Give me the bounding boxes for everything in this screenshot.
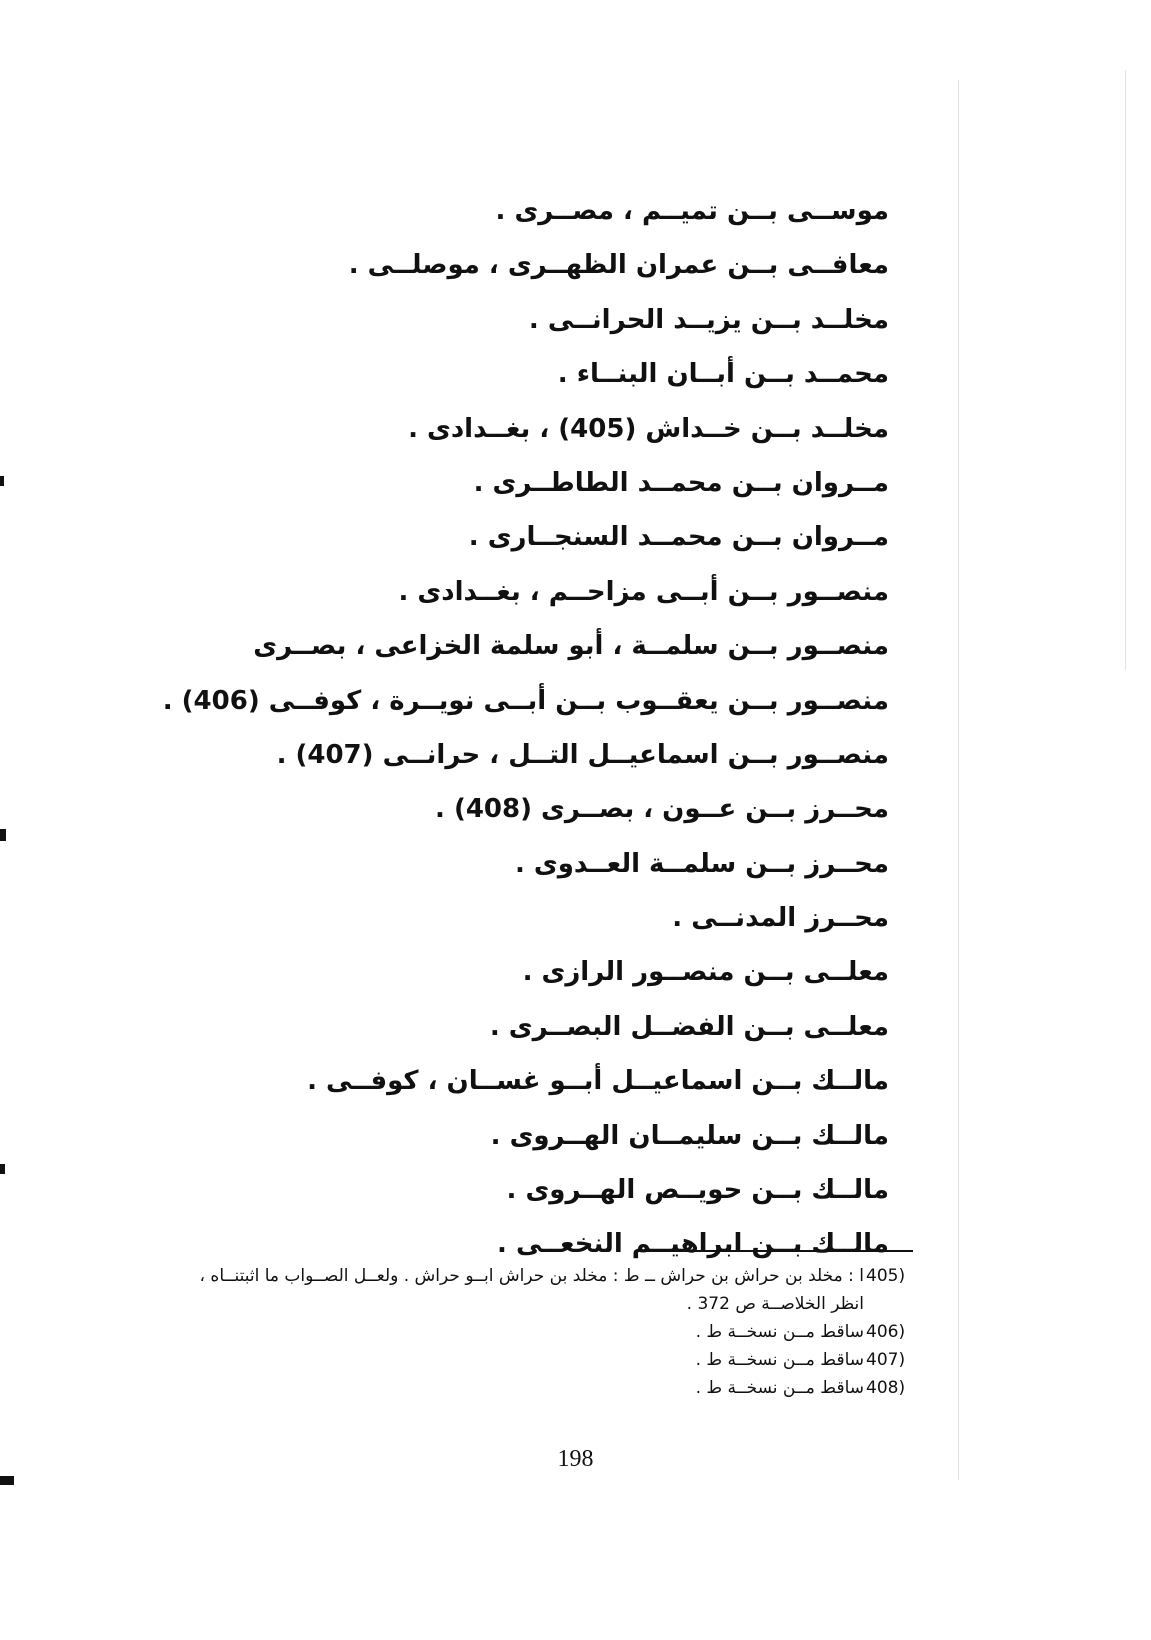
footnote-number: 408): [866, 1378, 906, 1398]
scan-edge-mark: [0, 829, 6, 841]
scan-edge-mark: [0, 476, 4, 486]
list-item: مالــك بــن سليمــان الهــروى .: [490, 1120, 889, 1151]
footnotes: [196, 1262, 936, 1402]
list-item: معلــى بــن الفضــل البصــرى .: [489, 1011, 889, 1042]
list-item: مالــك بــن حويــص الهــروى .: [506, 1175, 889, 1206]
footnote-text: ا : مخلد بن حراش بن حراش ــ ط : مخلد بن حراش ابــو حراش . ولعــل الصــواب ما اثبتنــاه ، انظر الخلاصــة ص 372 .: [199, 1266, 864, 1314]
footnote-separator: [637, 1250, 913, 1252]
footnote: [196, 1318, 936, 1346]
footnote: [196, 1374, 936, 1402]
page-number: 198: [557, 1446, 594, 1472]
list-item: محــرز بــن عــون ، بصــرى (408) .: [435, 794, 889, 825]
scan-edge-mark: [0, 1164, 5, 1174]
scan-edge-mark: [0, 1476, 14, 1485]
footnote-text: ساقط مــن نسخــة ط .: [695, 1350, 864, 1370]
scan-artifact-line: [958, 80, 959, 1480]
list-item: مالــك بــن اسماعيــل أبــو غســان ، كوفــى .: [307, 1066, 889, 1097]
list-item: مــروان بــن محمــد السنجــارى .: [468, 522, 889, 553]
list-item: منصــور بــن اسماعيــل التــل ، حرانــى (407) .: [276, 739, 889, 770]
footnote-text: ساقط مــن نسخــة ط .: [695, 1322, 864, 1342]
list-item: معافــى بــن عمران الظهــرى ، موصلــى .: [348, 250, 889, 281]
footnote-number: 406): [866, 1322, 906, 1342]
list-item: محمــد بــن أبــان البنــاء .: [557, 359, 889, 390]
list-item: منصــور بــن سلمــة ، أبو سلمة الخزاعى ، بصــرى: [253, 631, 889, 662]
footnote: [196, 1262, 936, 1318]
footnote-text: ساقط مــن نسخــة ط .: [695, 1378, 864, 1398]
list-item: منصــور بــن أبــى مزاحــم ، بغــدادى .: [398, 576, 889, 607]
list-item: مخلــد بــن خــداش (405) ، بغــدادى .: [408, 413, 889, 444]
narrator-list: [129, 184, 889, 1272]
scan-artifact-line: [1125, 70, 1126, 670]
footnote-number: 407): [866, 1350, 906, 1370]
list-item: محــرز بــن سلمــة العــدوى .: [514, 848, 889, 879]
list-item: منصــور بــن يعقــوب بــن أبــى نويــرة ، كوفــى (406) .: [162, 685, 889, 716]
footnote: [196, 1346, 936, 1374]
footnote-number: 405): [866, 1266, 906, 1286]
list-item: محــرز المدنــى .: [672, 903, 889, 934]
list-item: معلــى بــن منصــور الرازى .: [522, 957, 889, 988]
list-item: مالــك بــن ابراهيــم النخعــى .: [497, 1229, 889, 1260]
list-item: موســى بــن تميــم ، مصــرى .: [495, 196, 889, 226]
list-item: مــروان بــن محمــد الطاطــرى .: [473, 467, 889, 498]
list-item: مخلــد بــن يزيــد الحرانــى .: [528, 304, 889, 335]
